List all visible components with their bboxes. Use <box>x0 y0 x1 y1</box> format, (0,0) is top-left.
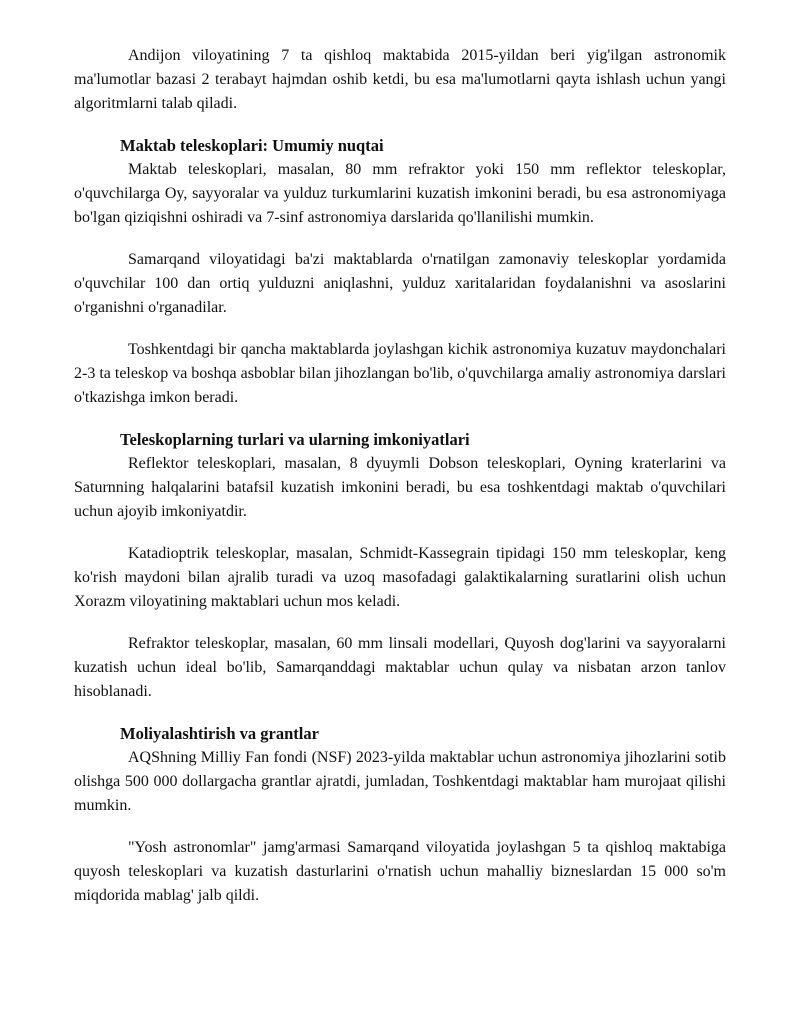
section-telescope-types <box>74 428 726 704</box>
intro-paragraph: Andijon viloyatining 7 ta qishloq maktabida 2015-yildan beri yig'ilgan astronomik ma'lumotlar bazasi 2 terabayt hajmdan oshib ketdi, bu esa ma'lumotlarni qayta ishlash uchun yangi algoritmlarni talab qiladi. <box>74 47 726 112</box>
paragraph: Toshkentdagi bir qancha maktablarda joylashgan kichik astronomiya kuzatuv maydonchalari 2-3 ta teleskop va boshqa asboblar bilan jihozlangan bo'lib, o'quvchilarga amaliy astronomiya darslari o'tkazishga imkon beradi. <box>74 341 726 406</box>
section-funding-grants <box>74 722 726 908</box>
paragraph: Reflektor teleskoplari, masalan, 8 dyuymli Dobson teleskoplari, Oyning kraterlarini va Saturnning halqalarini batafsil kuzatish imkonini beradi, bu esa toshkentdagi maktab o'quvchilari uchun ajoyib imkoniyatdir. <box>74 455 726 520</box>
paragraph: Maktab teleskoplari, masalan, 80 mm refraktor yoki 150 mm reflektor teleskoplar, o'quvchilarga Oy, sayyoralar va yulduz turkumlarini kuzatish imkonini beradi, bu esa astronomiyaga bo'lgan qiziqishni oshiradi va 7-sinf astronomiya darslarida qo'llanilishi mumkin. <box>74 161 726 226</box>
section-heading: Maktab teleskoplari: Umumiy nuqtai <box>120 136 384 155</box>
paragraph: AQShning Milliy Fan fondi (NSF) 2023-yilda maktablar uchun astronomiya jihozlarini sotib olishga 500 000 dollargacha grantlar ajratdi, jumladan, Toshkentdagi maktablar ham murojaat qilishi mumkin. <box>74 749 726 814</box>
paragraph: Katadioptrik teleskoplar, masalan, Schmidt-Kassegrain tipidagi 150 mm teleskoplar, keng ko'rish maydoni bilan ajralib turadi va uzoq masofadagi galaktikalarning suratlarini olish uchun Xorazm viloyatining maktablari uchun mos keladi. <box>74 545 726 610</box>
section-heading: Moliyalashtirish va grantlar <box>120 724 319 743</box>
section-heading: Teleskoplarning turlari va ularning imkoniyatlari <box>120 430 470 449</box>
paragraph: Samarqand viloyatidagi ba'zi maktablarda o'rnatilgan zamonaviy teleskoplar yordamida o'quvchilar 100 dan ortiq yulduzni aniqlashni, yulduz xaritalaridan foydalanishni va asoslarini o'rganishni o'rganadilar. <box>74 251 726 316</box>
document-page <box>74 44 726 908</box>
paragraph: Refraktor teleskoplar, masalan, 60 mm linsali modellari, Quyosh dog'larini va sayyoralarni kuzatish uchun ideal bo'lib, Samarqanddagi maktablar uchun qulay va nisbatan arzon tanlov hisoblanadi. <box>74 635 726 700</box>
paragraph: "Yosh astronomlar" jamg'armasi Samarqand viloyatida joylashgan 5 ta qishloq maktabiga quyosh teleskoplari va kuzatish dasturlarini o'rnatish uchun mahalliy bizneslardan 15 000 so'm miqdorida mablag' jalb qildi. <box>74 839 726 904</box>
section-school-telescopes <box>74 134 726 410</box>
